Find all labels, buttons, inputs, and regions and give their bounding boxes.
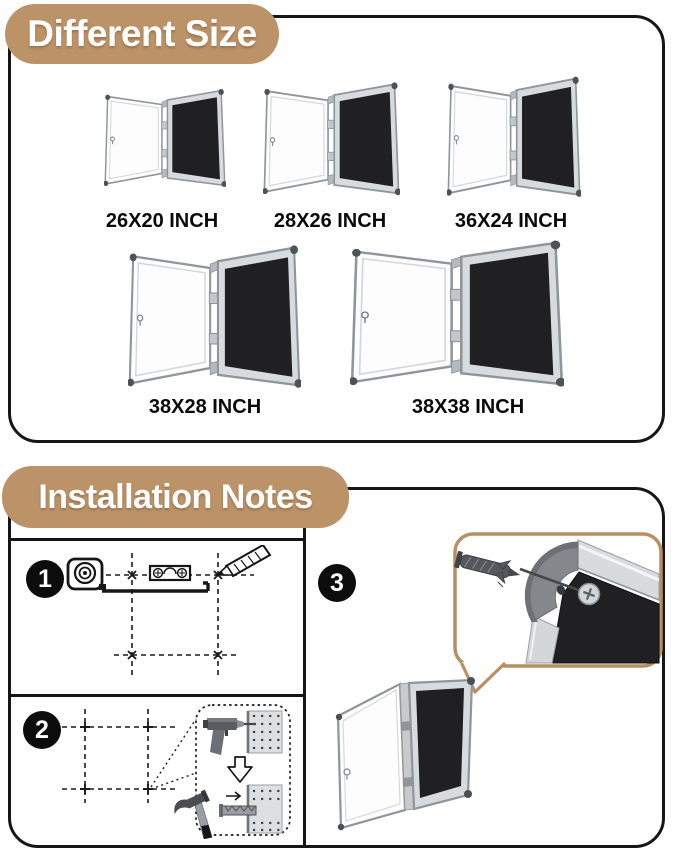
installation-notes-title: Installation Notes bbox=[38, 477, 313, 516]
notice-board-illustration-28x26 bbox=[263, 79, 400, 201]
notice-board-illustration-36x24 bbox=[447, 73, 581, 203]
notice-board-illustration-38x28 bbox=[128, 241, 301, 395]
magnifier-guide-lines bbox=[151, 719, 196, 789]
hammer-icon bbox=[171, 789, 225, 841]
step-3-number: 3 bbox=[330, 568, 344, 597]
step-divider bbox=[11, 694, 303, 697]
notice-board-illustration-38x38 bbox=[350, 236, 564, 394]
step-1-diagram bbox=[58, 545, 293, 685]
step-2-badge bbox=[23, 711, 61, 749]
level-icon bbox=[150, 566, 190, 580]
step1-top-border bbox=[11, 538, 303, 541]
different-size-title: Different Size bbox=[27, 13, 257, 54]
step-3-diagram bbox=[312, 532, 664, 844]
step-1-number: 1 bbox=[38, 564, 52, 593]
size-label: 36X24 INCH bbox=[454, 210, 568, 232]
notice-board-illustration-26x20 bbox=[104, 86, 226, 192]
size-label: 26X20 INCH bbox=[105, 210, 219, 232]
wall-patch bbox=[248, 711, 282, 753]
step-2-number: 2 bbox=[35, 715, 49, 744]
vertical-divider bbox=[303, 528, 306, 846]
step-2-diagram bbox=[50, 699, 298, 841]
mark-plus-icons bbox=[80, 722, 153, 794]
installation-notes-header bbox=[2, 466, 349, 528]
size-label: 28X26 INCH bbox=[273, 210, 387, 232]
step-1-badge bbox=[26, 560, 64, 598]
pencil-icon bbox=[217, 545, 270, 576]
size-label: 38X38 INCH bbox=[411, 396, 525, 418]
different-size-header bbox=[5, 4, 279, 64]
step-3-badge bbox=[318, 564, 356, 602]
notice-board-illustration-step3 bbox=[336, 677, 475, 830]
size-label: 38X28 INCH bbox=[148, 396, 262, 418]
arrow-down-icon bbox=[228, 757, 252, 782]
